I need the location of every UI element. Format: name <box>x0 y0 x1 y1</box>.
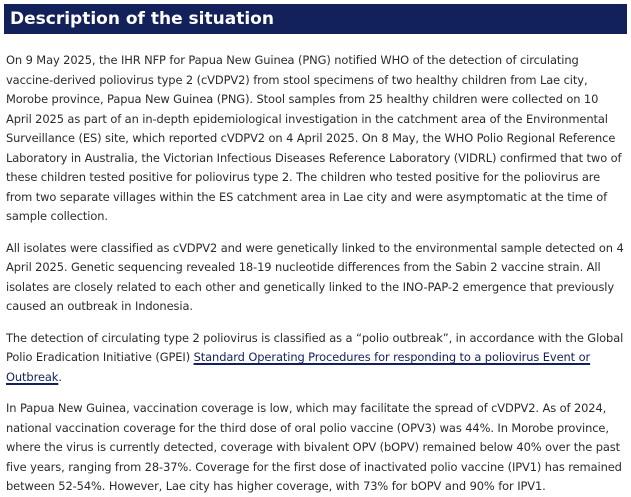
paragraph-isolates: All isolates were classified as cVDPV2 and were genetically linked to the environmental sample detected on 4 April 2025. Genetic sequencing revealed 18-19 nucleotide differences from the Sabin 2 vaccine strain. All isolates are closely related to each other and genetically linked to the INO-PAP-2 emergence that previously caused an outbreak in Indonesia. <box>6 240 624 313</box>
gpei-sop-link[interactable]: Standard Operating Procedures for responding to a poliovirus Event or Outbreak <box>6 350 591 384</box>
paragraph-classification-text-after: . <box>58 369 62 384</box>
section-content <box>4 34 627 497</box>
paragraph-vaccination-coverage: In Papua New Guinea, vaccination coverage is low, which may facilitate the spread of cVDPV2. As of 2024, national vaccination coverage for the third dose of oral polio vaccine (OPV3) was 44%. In Morobe province, where the virus is currently detected, coverage with bivalent OPV (bOPV) remained below 40% over the past five years, ranging from 28-37%. Coverage for the first dose of inactivated polio vaccine (IPV1) has remained between 52-54%. However, Lae city has higher coverage, with 73% for bOPV and 90% for IPV1. <box>6 401 622 493</box>
section-title: Description of the situation <box>10 9 274 29</box>
paragraph-classification-text-before: The detection of circulating type 2 poliovirus is classified as a “polio outbreak”, in accordance with the Global Polio Eradication Initiative (GPEI) <box>6 330 624 364</box>
paragraph-classification <box>6 329 625 388</box>
section-heading-bar <box>4 4 627 34</box>
paragraph-detection: On 9 May 2025, the IHR NFP for Papua New Guinea (PNG) notified WHO of the detection of circulating vaccine-derived poliovirus type 2 (cVDPV2) from stool specimens of two healthy children from Lae city, Morobe province, Papua New Guinea (PNG). Stool samples from 25 healthy children were collected on 10 April 2025 as part of an in-depth epidemiological investigation in the catchment area of the Environmental Surveillance (ES) site, which reported cVDPV2 on 4 April 2025. On 8 May, the WHO Polio Regional Reference Laboratory in Australia, the Victorian Infectious Diseases Reference Laboratory (VIDRL) confirmed that two of these children tested positive for poliovirus type 2. The children who tested positive for the poliovirus are from two separate villages within the ES catchment area in Lae city and were asymptomatic at the time of sample collection. <box>6 53 622 223</box>
